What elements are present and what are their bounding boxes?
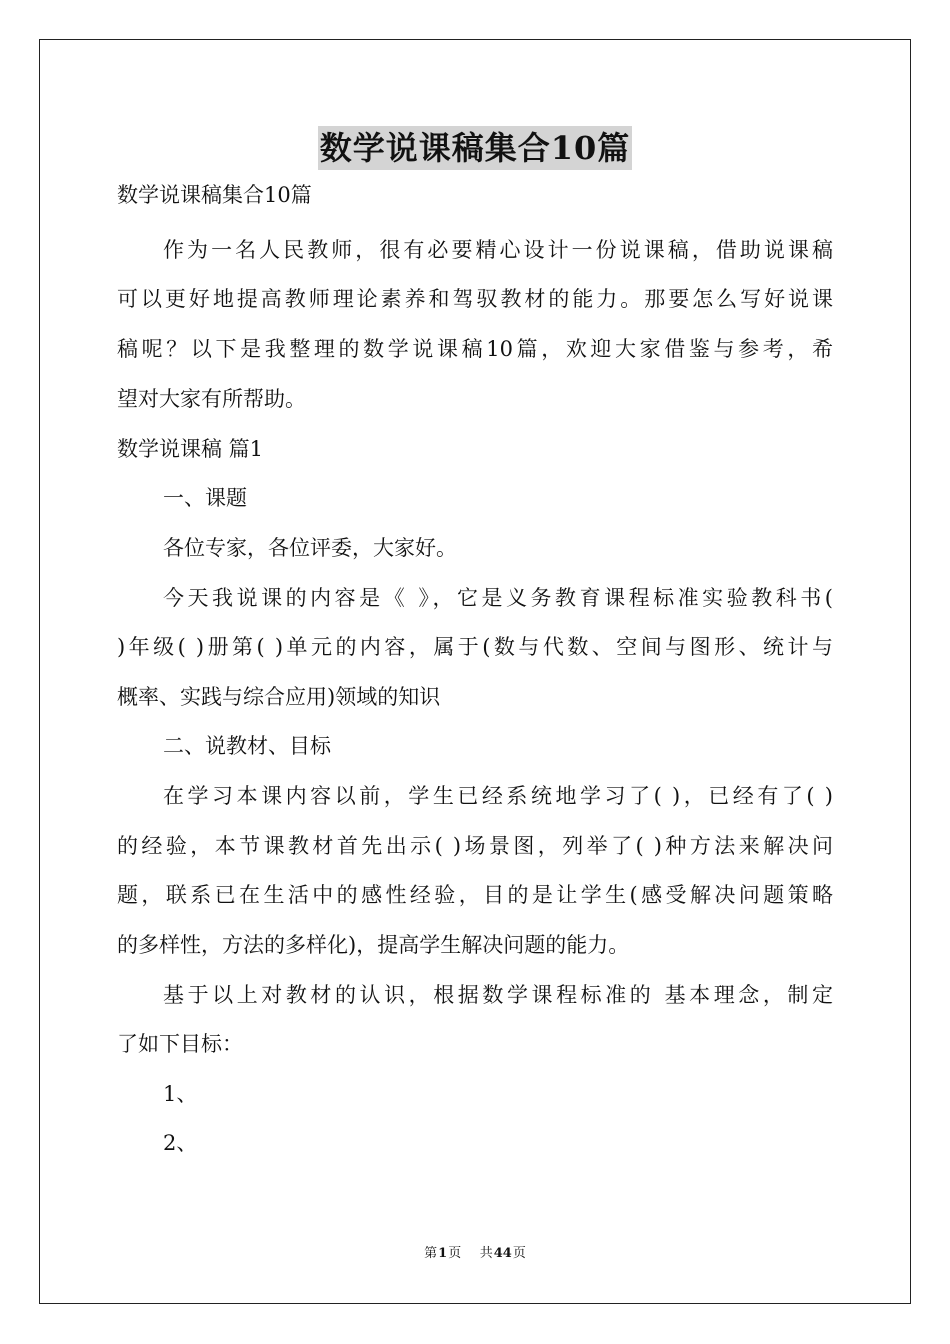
total-prefix: 共 bbox=[479, 1246, 493, 1261]
list-item: 2、 bbox=[163, 1131, 198, 1155]
paragraph-line: 了如下目标： bbox=[117, 1032, 243, 1056]
total-unit: 页 bbox=[512, 1246, 526, 1261]
paragraph-line: 作为一名人民教师，很有必要精心设计一份说课稿，借助说课稿 bbox=[163, 238, 833, 262]
page-total: 44 bbox=[493, 1246, 512, 1261]
paragraph-line: 各位专家，各位评委，大家好。 bbox=[163, 536, 457, 560]
subheading: 一、课题 bbox=[163, 486, 247, 510]
paragraph-line: 望对大家有所帮助。 bbox=[117, 387, 306, 411]
page-unit: 页 bbox=[448, 1246, 462, 1261]
paragraph-line: 在学习本课内容以前，学生已经系统地学习了( )，已经有了( ) bbox=[163, 784, 833, 808]
subtitle-line: 数学说课稿集合10篇 bbox=[117, 183, 312, 207]
document-title: 数学说课稿集合10篇 bbox=[318, 126, 633, 170]
paragraph-line: 的经验，本节课教材首先出示( )场景图，列举了( )种方法来解决问 bbox=[117, 834, 833, 858]
paragraph-line: 可以更好地提高教师理论素养和驾驭教材的能力。那要怎么写好说课 bbox=[117, 287, 833, 311]
page-footer bbox=[0, 1244, 950, 1264]
paragraph-line: )年级( )册第( )单元的内容，属于(数与代数、空间与图形、统计与 bbox=[117, 635, 833, 659]
page-current: 1 bbox=[438, 1246, 448, 1261]
list-item: 1、 bbox=[163, 1082, 198, 1106]
page-prefix: 第 bbox=[424, 1246, 438, 1261]
section-heading: 数学说课稿 篇1 bbox=[117, 437, 264, 461]
page-border bbox=[39, 39, 911, 1304]
subheading: 二、说教材、目标 bbox=[163, 734, 331, 758]
title-container bbox=[0, 126, 950, 170]
paragraph-line: 概率、实践与综合应用)领域的知识 bbox=[117, 685, 441, 709]
paragraph-line: 基于以上对教材的认识，根据数学课程标准的 基本理念，制定 bbox=[163, 983, 833, 1007]
paragraph-line: 稿呢？以下是我整理的数学说课稿10篇，欢迎大家借鉴与参考，希 bbox=[117, 337, 833, 361]
paragraph-line: 今天我说课的内容是《 》，它是义务教育课程标准实验教科书( bbox=[163, 586, 833, 610]
paragraph-line: 题，联系已在生活中的感性经验，目的是让学生(感受解决问题策略 bbox=[117, 883, 833, 907]
paragraph-line: 的多样性，方法的多样化)，提高学生解决问题的能力。 bbox=[117, 933, 630, 957]
